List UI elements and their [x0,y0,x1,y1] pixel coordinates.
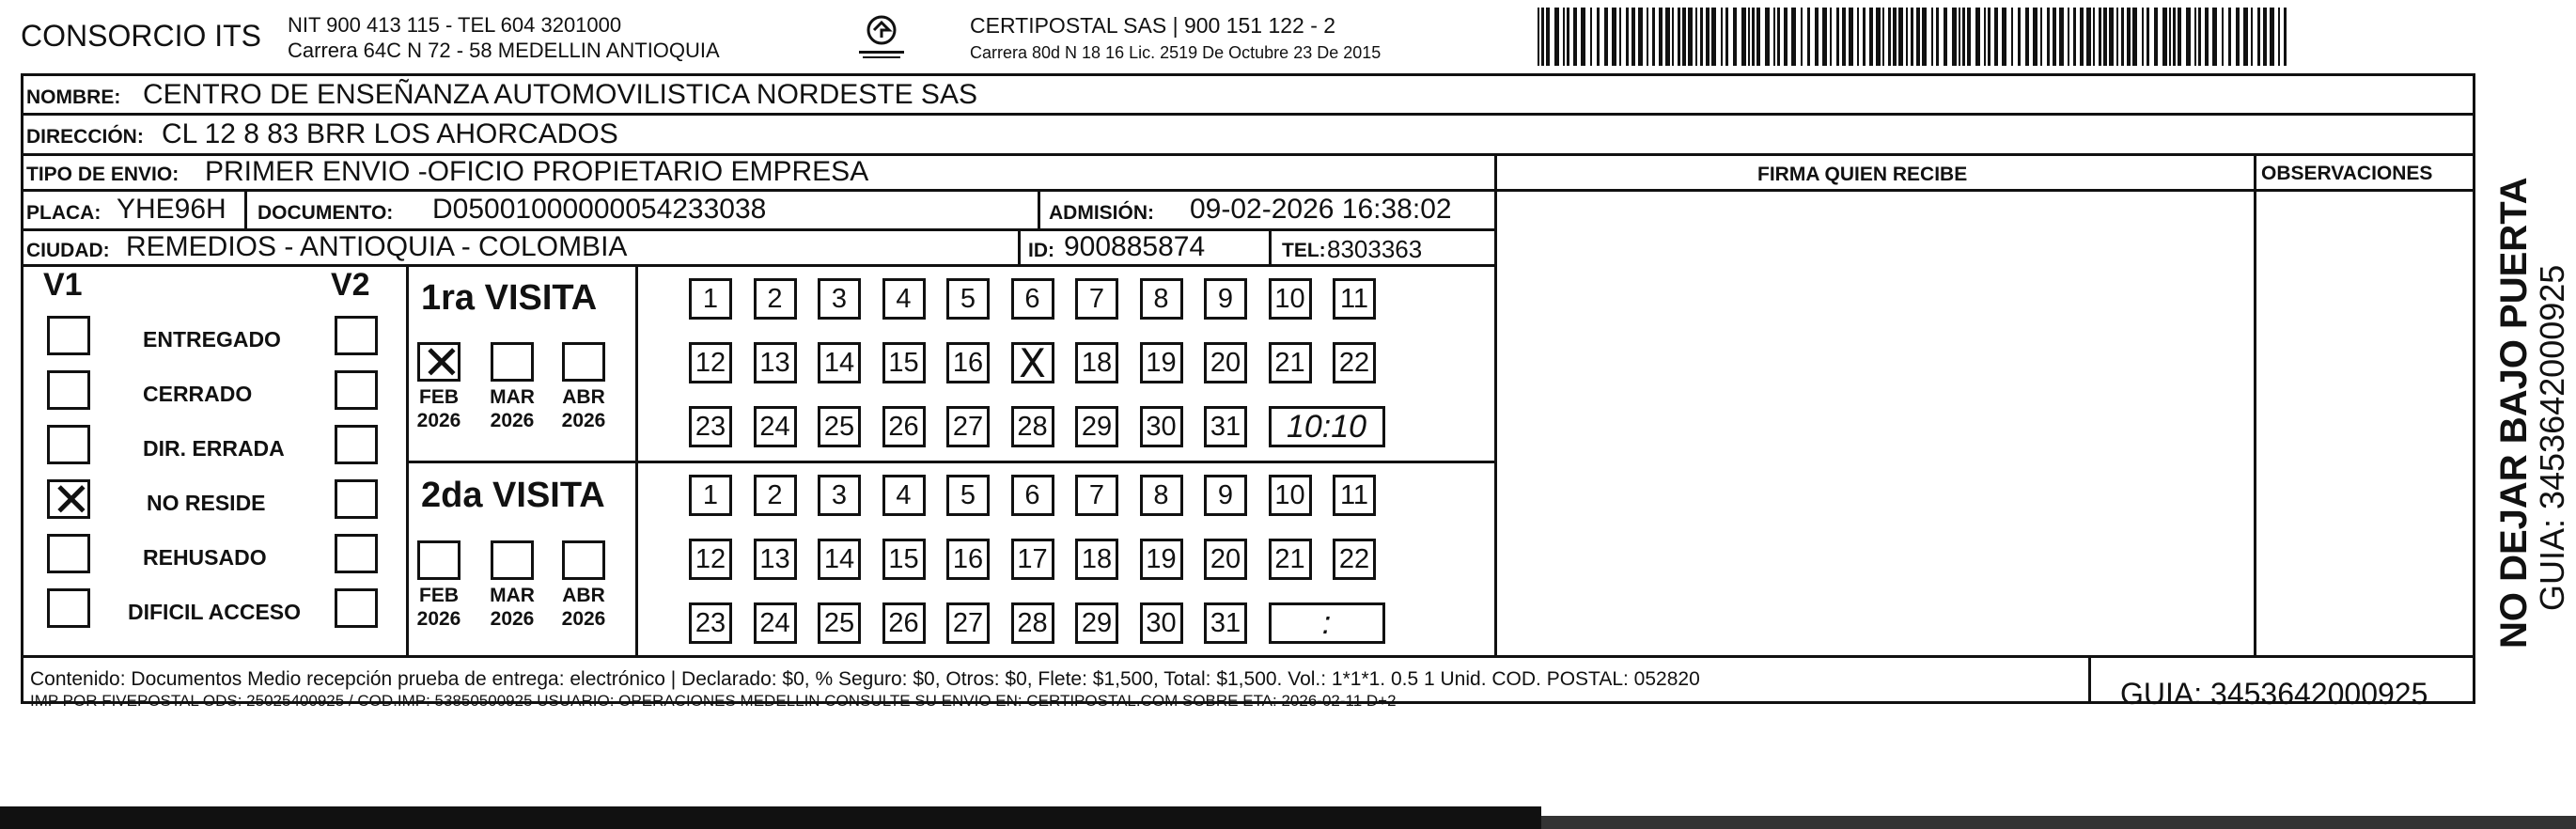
barcode-bar [1994,8,1998,66]
barcode-bar [2053,8,2056,66]
barcode-bar [2011,8,2013,66]
v1-label: V1 [43,267,83,303]
day-box[interactable]: 23 [689,406,732,447]
day-box[interactable]: 21 [1269,539,1312,580]
barcode-bar [1538,8,1539,66]
status-label: CERRADO [143,382,253,406]
admision-label: ADMISIÓN: [1049,202,1154,224]
barcode-bar [1988,8,1991,66]
day-box[interactable]: 29 [1075,406,1118,447]
placa-label: PLACA: [26,202,101,224]
barcode-bar [2222,8,2224,66]
barcode-bar [1807,8,1810,66]
day-box[interactable]: 27 [946,406,990,447]
barcode-bar [1911,8,1913,66]
barcode-bar [1822,8,1827,66]
barcode-bar [2103,8,2107,66]
barcode-bar [1876,8,1881,66]
barcode-bar [1791,8,1796,66]
barcode-bar [2198,8,2201,66]
barcode-bar [1626,8,1629,66]
day-box[interactable]: 25 [818,602,861,644]
barcode-bar [1922,8,1927,66]
day-box[interactable]: 29 [1075,602,1118,644]
barcode-bar [1631,8,1635,66]
visit2-title: 2da VISITA [421,476,605,515]
direccion-label: DIRECCIÓN: [26,126,144,148]
barcode-bar [2228,8,2231,66]
barcode-bar [1967,8,1971,66]
day-box[interactable]: 4 [882,278,926,320]
month-label: MAR 2026 [490,585,535,631]
company-name: CONSORCIO ITS [21,19,262,53]
day-box[interactable]: 20 [1204,342,1247,383]
day-box[interactable]: 15 [882,342,926,383]
barcode-bar [2278,8,2280,66]
day-box[interactable]: 5 [946,475,990,516]
admision-value: 09-02-2026 16:38:02 [1190,194,1452,225]
v1-checkbox[interactable] [47,425,90,464]
visit1-title: 1ra VISITA [421,278,598,318]
barcode-bar [1581,8,1585,66]
v2-checkbox[interactable] [335,316,378,355]
barcode-bar [1647,8,1648,66]
barcode-bar [2086,8,2091,66]
barcode-bar [1700,8,1703,66]
barcode-bar [2154,8,2158,66]
day-box[interactable]: 13 [754,342,797,383]
barcode-bar [2212,8,2217,66]
barcode-bar [1906,8,1908,66]
side-guia: GUIA: 3453642000925 [2533,264,2571,611]
day-box[interactable]: 31 [1204,602,1247,644]
day-box[interactable]: 28 [1011,602,1054,644]
day-box[interactable]: 5 [946,278,990,320]
footer-line2: IMP POR FIVEPOSTAL ODS: 25025400925 / COD.IMP: 53850500925 USUARIO: OPERACIONES MEDELLIN CONSULTE SU ENVIO EN: CERTIPOSTAL.COM SOBRE ETA: 2026-02-11 D+2 [30,692,1397,710]
day-box[interactable]: 7 [1075,278,1118,320]
barcode-bar [1659,8,1663,66]
barcode-bar [1741,8,1746,66]
day-box[interactable]: 26 [882,406,926,447]
v1-checkbox[interactable] [47,473,91,527]
barcode-bar [1665,8,1670,66]
month-checkbox[interactable] [562,342,605,382]
barcode-bar [2243,8,2248,66]
barcode-bar [1944,8,1947,66]
documento-value: D05001000000054233038 [432,194,767,225]
v1-checkbox[interactable] [47,370,90,410]
address-line: Carrera 64C N 72 - 58 MEDELLIN ANTIOQUIA [288,39,720,62]
bottom-edge-band-thin [1541,816,2576,829]
barcode-bar [1777,8,1780,66]
barcode-bar [1541,8,1544,66]
barcode-bar [2147,8,2149,66]
barcode-bar [2059,8,2064,66]
tipo-envio-value: PRIMER ENVIO -OFICIO PROPIETARIO EMPRESA [205,156,869,187]
barcode-bar [2173,8,2176,66]
barcode-bar [1931,8,1933,66]
month-label: ABR 2026 [561,585,606,631]
day-box[interactable]: 12 [689,539,732,580]
day-box[interactable]: 9 [1204,475,1247,516]
month-label: ABR 2026 [561,386,606,432]
barcode-bar [1857,8,1859,66]
month-checkbox[interactable] [491,342,534,382]
day-box[interactable]: 4 [882,475,926,516]
barcode-bar [1882,8,1884,66]
barcode-bar [2068,8,2069,66]
barcode-bar [1604,8,1608,66]
day-box[interactable]: 3 [818,278,861,320]
barcode [1538,8,2289,66]
barcode-bar [2033,8,2037,66]
v2-label: V2 [331,267,370,303]
v2-checkbox[interactable] [335,370,378,410]
day-box[interactable]: 22 [1333,539,1376,580]
barcode-bar [1916,8,1920,66]
barcode-bar [2142,8,2144,66]
barcode-bar [2205,8,2209,66]
barcode-bar [1706,8,1710,66]
nombre-label: NOMBRE: [26,86,121,108]
day-box[interactable]: 12 [689,342,732,383]
barcode-bar [1546,8,1550,66]
barcode-bar [2073,8,2076,66]
barcode-bar [1849,8,1853,66]
day-box[interactable]: 18 [1075,539,1118,580]
day-box[interactable]: 24 [754,602,797,644]
barcode-bar [2132,8,2137,66]
time-box[interactable]: : [1269,602,1385,644]
barcode-bar [1830,8,1832,66]
courier-address: Carrera 80d N 18 16 Lic. 2519 De Octubre 23 De 2015 [970,43,1382,62]
barcode-bar [2018,8,2021,66]
tel-label: TEL: [1282,240,1326,261]
barcode-bar [1733,8,1737,66]
barcode-bar [1678,8,1680,66]
tipo-envio-label: TIPO DE ENVIO: [26,164,180,185]
day-box[interactable]: 9 [1204,278,1247,320]
day-box[interactable]: 24 [754,406,797,447]
day-box[interactable]: 23 [689,602,732,644]
barcode-bar [1688,8,1693,66]
month-checkbox[interactable] [491,540,534,580]
day-box[interactable]: 2 [754,475,797,516]
month-checkbox[interactable] [417,336,461,390]
day-box[interactable]: 30 [1140,406,1183,447]
barcode-bar [1554,8,1559,66]
day-box[interactable]: 13 [754,539,797,580]
barcode-bar [2270,8,2274,66]
id-label: ID: [1028,240,1054,261]
barcode-bar [1765,8,1770,66]
day-box[interactable]: 10 [1269,278,1312,320]
barcode-bar [1952,8,1957,66]
barcode-bar [2002,8,2006,66]
barcode-bar [2257,8,2260,66]
month-label: FEB 2026 [416,585,461,631]
day-box[interactable]: 1 [689,278,732,320]
certipostal-logo [853,9,910,68]
barcode-bar [1573,8,1577,66]
day-box[interactable]: 26 [882,602,926,644]
day-box[interactable]: 16 [946,342,990,383]
barcode-bar [1748,8,1750,66]
barcode-bar [1721,8,1723,66]
month-checkbox[interactable] [417,540,461,580]
v2-checkbox[interactable] [335,588,378,628]
day-box[interactable]: 10 [1269,475,1312,516]
barcode-bar [2194,8,2196,66]
day-box[interactable]: 11 [1333,278,1376,320]
barcode-bar [2109,8,2114,66]
day-box[interactable]: 17 [1011,539,1054,580]
barcode-bar [1984,8,1986,66]
placa-value: YHE96H [117,194,226,225]
direccion-value: CL 12 8 83 BRR LOS AHORCADOS [162,118,618,149]
day-box[interactable]: 7 [1075,475,1118,516]
barcode-bar [1619,8,1621,66]
day-box[interactable]: 30 [1140,602,1183,644]
month-checkbox[interactable] [562,540,605,580]
barcode-bar [1752,8,1755,66]
footer-guia: GUIA: 3453642000925 [2120,677,2428,711]
day-box[interactable]: 22 [1333,342,1376,383]
day-box[interactable]: 25 [818,406,861,447]
day-box[interactable]: 1 [689,475,732,516]
barcode-bar [2162,8,2167,66]
day-box[interactable]: 2 [754,278,797,320]
barcode-bar [1815,8,1819,66]
barcode-bar [1638,8,1643,66]
time-box[interactable]: 10:10 [1269,406,1385,447]
day-box[interactable]: 15 [882,539,926,580]
barcode-bar [2099,8,2101,66]
barcode-bar [2080,8,2084,66]
observaciones-header: OBSERVACIONES [2261,163,2433,184]
day-box[interactable]: 27 [946,602,990,644]
month-label: FEB 2026 [416,386,461,432]
barcode-bar [2236,8,2240,66]
barcode-bar [1836,8,1839,66]
barcode-bar [1695,8,1697,66]
barcode-bar [1842,8,1846,66]
day-box[interactable]: 3 [818,475,861,516]
nit-line: NIT 900 413 115 - TEL 604 3201000 [288,13,622,37]
barcode-bar [1590,8,1592,66]
firma-header: FIRMA QUIEN RECIBE [1757,164,1968,185]
barcode-bar [1773,8,1775,66]
status-label: DIR. ERRADA [143,436,285,461]
v2-checkbox[interactable] [335,479,378,519]
x-mark-icon: ✕ [52,473,91,527]
ciudad-value: REMEDIOS - ANTIOQUIA - COLOMBIA [126,231,628,262]
barcode-bar [2040,8,2042,66]
barcode-bar [1567,8,1569,66]
barcode-bar [2263,8,2267,66]
v1-checkbox[interactable] [47,316,90,355]
barcode-bar [1893,8,1897,66]
barcode-bar [1597,8,1600,66]
day-box[interactable]: 6 [1011,278,1054,320]
day-box[interactable]: 21 [1269,342,1312,383]
v1-checkbox[interactable] [47,588,90,628]
barcode-bar [1682,8,1686,66]
barcode-bar [1563,8,1565,66]
v1-checkbox[interactable] [47,534,90,573]
barcode-bar [1652,8,1655,66]
certipostal-logo-icon [853,9,910,68]
day-box[interactable]: 28 [1011,406,1054,447]
barcode-bar [2186,8,2191,66]
status-label: DIFICIL ACCESO [128,600,302,624]
day-box[interactable]: 16 [946,539,990,580]
day-box[interactable]: X [1011,342,1054,383]
month-label: MAR 2026 [490,386,535,432]
barcode-bar [1975,8,1980,66]
status-label: ENTREGADO [143,327,281,352]
barcode-bar [1869,8,1873,66]
barcode-bar [1936,8,1939,66]
status-label: NO RESIDE [147,491,266,515]
day-box[interactable]: 19 [1140,342,1183,383]
v2-checkbox[interactable] [335,425,378,464]
courier-line: CERTIPOSTAL SAS | 900 151 122 - 2 [970,13,1336,38]
barcode-bar [1863,8,1866,66]
barcode-bar [2047,8,2050,66]
id-value: 900885874 [1064,231,1206,262]
barcode-bar [2169,8,2171,66]
barcode-bar [1784,8,1788,66]
nombre-value: CENTRO DE ENSEÑANZA AUTOMOVILISTICA NORDESTE SAS [143,79,977,110]
v2-checkbox[interactable] [335,534,378,573]
barcode-bar [1711,8,1716,66]
day-box[interactable]: 6 [1011,475,1054,516]
barcode-bar [2284,8,2287,66]
barcode-bar [1672,8,1674,66]
barcode-bar [1962,8,1965,66]
day-box[interactable]: 8 [1140,278,1183,320]
barcode-bar [2251,8,2253,66]
barcode-bar [2178,8,2181,66]
barcode-bar [2121,8,2124,66]
footer-line1: Contenido: Documentos Medio recepción prueba de entrega: electrónico | Declarado: $0, % Seguro: $0, Otros: $0, Flete: $1,500, Total: $1,500. Vol.: 1*1*1. 0.5 1 Unid. COD. POSTAL: 052820 [30,668,1700,690]
day-box[interactable]: 20 [1204,539,1247,580]
barcode-bar [1756,8,1760,66]
tel-value: 8303363 [1327,235,1423,263]
barcode-bar [1801,8,1803,66]
day-box[interactable]: 19 [1140,539,1183,580]
day-box[interactable]: 11 [1333,475,1376,516]
bottom-edge-band [0,806,1541,829]
barcode-bar [2116,8,2118,66]
barcode-bar [2127,8,2131,66]
x-mark-icon: ✕ [422,336,461,390]
day-box[interactable]: 14 [818,539,861,580]
day-box[interactable]: 8 [1140,475,1183,516]
day-box[interactable]: 18 [1075,342,1118,383]
ciudad-label: CIUDAD: [26,240,110,261]
barcode-bars [1538,8,2289,66]
barcode-bar [1888,8,1891,66]
barcode-bar [1612,8,1616,66]
documento-label: DOCUMENTO: [258,202,394,224]
barcode-bar [1725,8,1728,66]
barcode-bar [1959,8,1960,66]
barcode-bar [2093,8,2095,66]
barcode-bar [2025,8,2029,66]
barcode-bar [1898,8,1903,66]
day-box[interactable]: 14 [818,342,861,383]
no-dejar-bajo-puerta: NO DEJAR BAJO PUERTA [2493,177,2535,649]
day-box[interactable]: 31 [1204,406,1247,447]
status-label: REHUSADO [143,545,267,570]
